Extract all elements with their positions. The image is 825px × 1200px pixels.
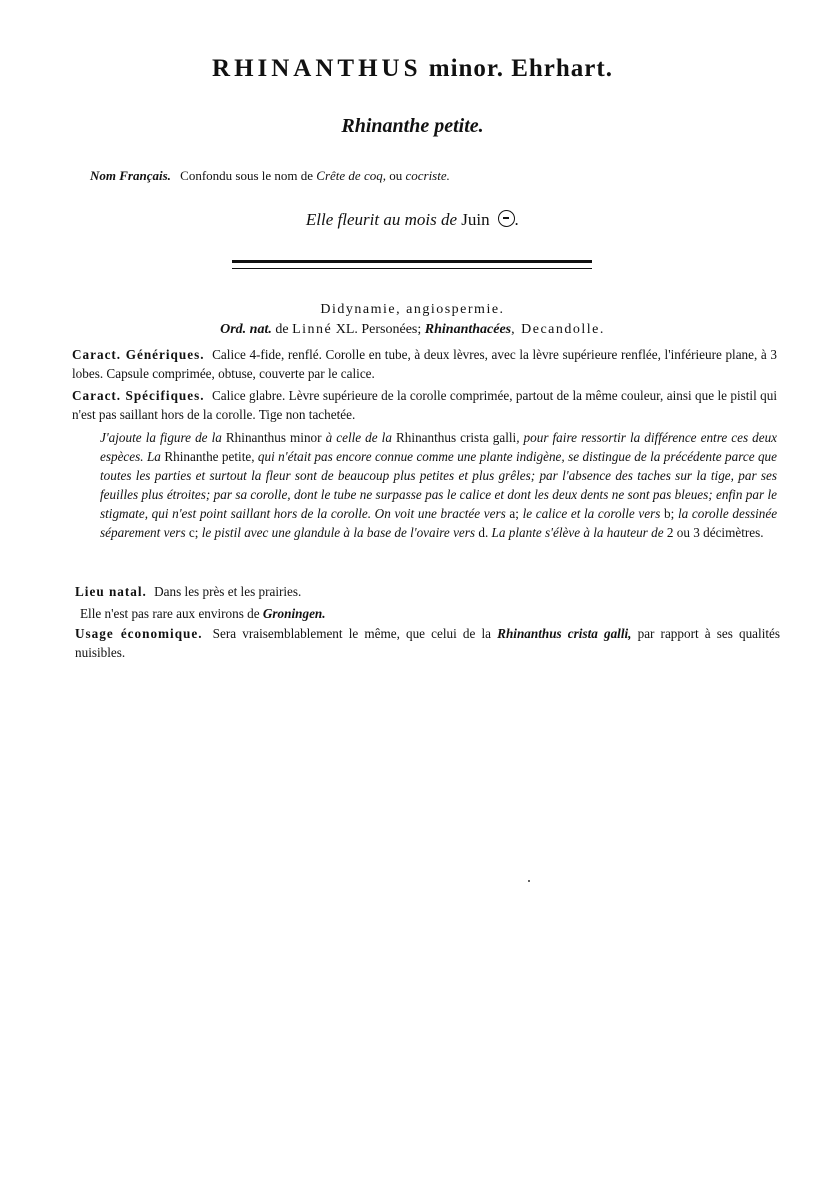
note-figure-c: c; [188, 525, 199, 540]
french-title: Rhinanthe petite. [341, 115, 484, 137]
usage-text-end: par rapport à ses qualités nuisibles. [75, 626, 781, 660]
annual-plant-icon [498, 210, 515, 227]
ord-personees: Personées; [361, 322, 422, 337]
generic-label: Caract. Génériques. [72, 347, 205, 362]
note-figure-a: a; [509, 506, 519, 521]
nom-ou: ou [389, 168, 403, 183]
flowering-text: Elle fleurit au mois de [305, 210, 457, 229]
specific-label: Caract. Spécifiques. [72, 388, 205, 403]
nom-francais-line [90, 168, 450, 184]
flowering-month: Juin [461, 210, 490, 229]
note-part: qui n'était pas encore connue comme une plante indigène, se distingue de la précédente parce que toutes les parties et surtout la fleur sont de beaucoup plus petites et plus grêles; par l'absence des taches sur la tige, par ses feuilles plus étroites; par sa corolle, dont le tube ne surpasse pas le calice et dont les deux dents ne sont pas bleues; enfin par le stigmate, qui n'est point saillant hors de la corolle. On voit une bractée vers [100, 449, 778, 521]
comparison-note [100, 428, 777, 542]
note-part: à celle de la [325, 430, 392, 445]
ord-label: Ord. nat. [220, 322, 272, 337]
native-habitat [75, 582, 775, 601]
note-part: J'ajoute la figure de la [100, 430, 222, 445]
note-figure-d: d. [478, 525, 489, 540]
note-part: le calice et la corolle vers [522, 506, 661, 521]
nom-crete: Crête de coq, [316, 168, 386, 183]
double-rule-thin [232, 268, 592, 269]
note-part: la corolle dessinée séparement vers [100, 506, 778, 540]
note-figure-b: b; [664, 506, 675, 521]
note-species-crista: Rhinanthus crista galli [396, 430, 517, 445]
print-speck [528, 880, 530, 882]
natural-order-line [0, 322, 825, 338]
ord-rhinanthacees: Rhinanthacées [424, 322, 512, 337]
nom-text: Confondu sous le nom de [180, 168, 314, 183]
lieu-label: Lieu natal. [75, 584, 147, 599]
note-part: , pour faire ressortir la différence entre ces deux espèces. La [100, 430, 778, 464]
page-title [0, 55, 825, 83]
lieu-text: Dans les près et les prairies. [154, 584, 302, 599]
note-part: le pistil avec une glandule à la base de l'ovaire vers [201, 525, 476, 540]
specific-characters [72, 386, 777, 424]
note-rhinanthe-petite: Rhinanthe petite, [164, 449, 255, 464]
usage-species: Rhinanthus crista galli, [497, 626, 632, 641]
rare-text: Elle n'est pas rare aux environs de [80, 606, 260, 621]
species-author: minor. Ehrhart. [428, 55, 613, 82]
usage-text: Sera vraisemblablement le même, que celui de la [212, 626, 492, 641]
usage-label: Usage économique. [75, 626, 203, 641]
note-part: La plante s'élève à la hauteur de [491, 525, 664, 540]
note-species-minor: Rhinanthus minor [225, 430, 322, 445]
locality-note [80, 604, 780, 623]
generic-text: Calice 4-fide, renflé. Corolle en tube, à deux lèvres, avec la lèvre supérieure renflée, l'inférieure plane, à 3 lobes. Capsule comprimée, obtuse, couverte par le calice. [72, 347, 778, 381]
linnaean-class: Didynamie, angiospermie. [320, 302, 505, 317]
genus-name: RHINANTHUS [212, 55, 422, 82]
double-rule-thick [232, 260, 592, 263]
rare-place: Groningen. [262, 606, 326, 621]
nom-cocriste: cocriste. [405, 168, 450, 183]
flowering-line [0, 210, 825, 230]
ord-de: de [275, 322, 289, 337]
ord-decandolle: , Decandolle. [511, 322, 605, 337]
economic-usage [75, 624, 780, 662]
ord-linne-number: XL. [335, 322, 358, 337]
flowering-end: . [514, 210, 520, 229]
specific-text: Calice glabre. Lèvre supérieure de la corolle comprimée, partout de la même couleur, ainsi que le pistil qui n'est pas saillant hors de la corolle. Tige non tachetée. [72, 388, 778, 422]
ord-linne: Linné [292, 322, 333, 337]
note-height: 2 ou 3 décimètres. [666, 525, 764, 540]
nom-label: Nom Français. [90, 168, 171, 183]
generic-characters [72, 345, 777, 383]
